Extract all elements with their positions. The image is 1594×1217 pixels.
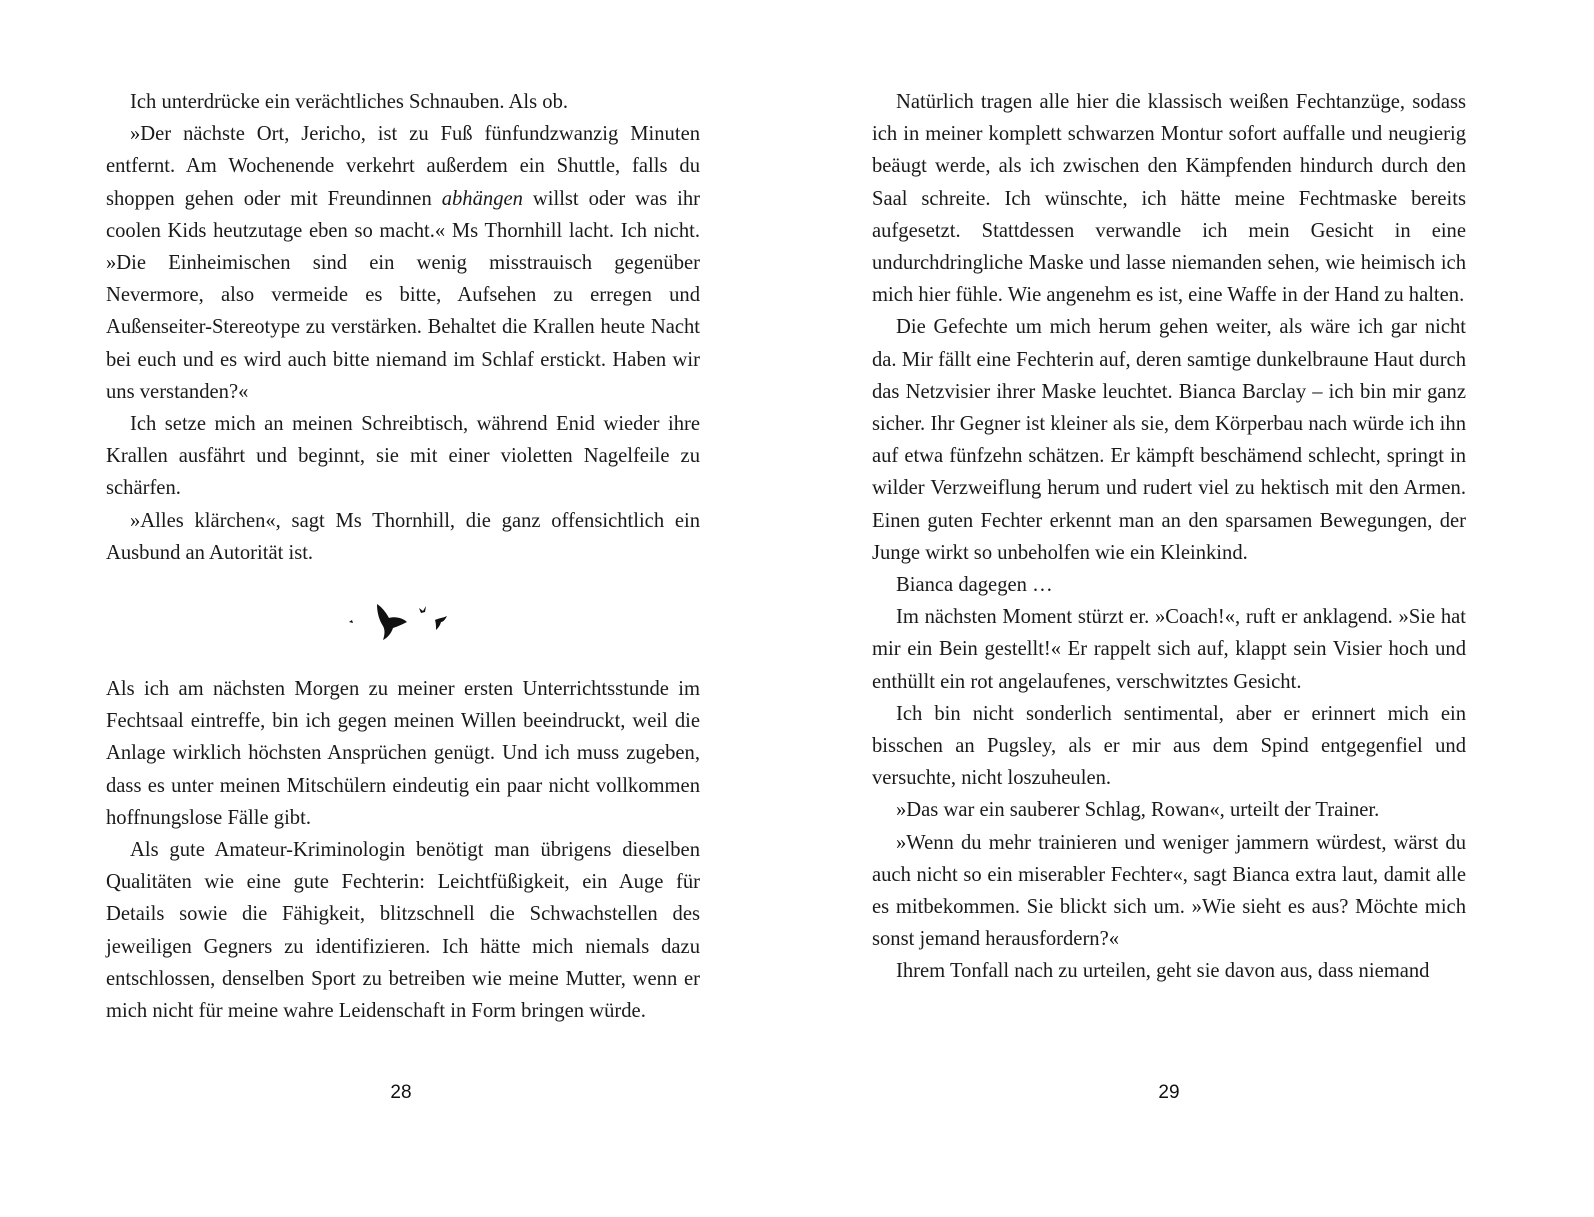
paragraph: Natürlich tragen alle hier die klassisch weißen Fechtanzüge, sodass ich in meiner komplett schwarzen Montur sofort auffalle und neugierig beäugt werde, als ich zwischen den Kämpfenden hindurch durch den Saal schreite. Ich wünschte, ich hätte meine Fechtmaske bereits aufgesetzt. Stattdessen verwandle ich mein Gesicht in eine undurchdringliche Maske und lasse niemanden sehen, wie heimisch ich mich hier fühle. Wie angenehm es ist, eine Waffe in der Hand zu halten. <box>872 91 1466 307</box>
page-number-left: 28 <box>390 1082 412 1103</box>
page-number-right: 29 <box>1158 1082 1180 1103</box>
right-page <box>872 86 1466 988</box>
paragraph: Ich setze mich an meinen Schreibtisch, während Enid wieder ihre Krallen ausfährt und beginnt, sie mit einer violetten Nagelfeile zu schärfen. <box>106 413 700 500</box>
text-run: »Die Einheimischen sind ein wenig misstrauisch gegenüber Nevermore, also vermeide es bitte, Aufsehen zu erregen und Außenseiter-Stereotype zu verstärken. Behaltet die Krallen heute Nacht bei euch und es wird auch bitte niemand im Schlaf erstickt. Haben wir uns verstanden?« <box>106 252 700 403</box>
paragraph: »Das war ein sauberer Schlag, Rowan«, urteilt der Trainer. <box>896 799 1380 822</box>
paragraph: Ihrem Tonfall nach zu urteilen, geht sie davon aus, dass niemand <box>896 960 1430 983</box>
bird-flock-icon <box>343 596 463 646</box>
paragraph: Ich bin nicht sonderlich sentimental, aber er erinnert mich ein bisschen an Pugsley, als er mir aus dem Spind entgegenfiel und versuchte, nicht loszuheulen. <box>872 702 1466 790</box>
section-break-ornament <box>106 569 700 673</box>
paragraph: Im nächsten Moment stürzt er. »Coach!«, ruft er anklagend. »Sie hat mir ein Bein gestellt!« Er rappelt sich auf, klappt sein Visier hoch und enthüllt ein rot angelaufenes, verschwitztes Gesicht. <box>872 606 1466 693</box>
paragraph: »Wenn du mehr trainieren und weniger jammern würdest, wärst du auch nicht so ein miserabler Fechter«, sagt Bianca extra laut, damit alle es mitbekommen. Sie blickt sich um. »Wie sieht es aus? Möchte mich sonst jemand herausfordern?« <box>872 831 1466 951</box>
emphasis: abhängen <box>441 187 523 210</box>
text-run: willst oder was ihr coolen Kids heutzutage eben so macht.« Ms Thornhill lacht. Ich nicht. <box>106 187 700 242</box>
paragraph <box>106 118 700 408</box>
left-page <box>106 86 700 1027</box>
text-run: »Der nächste Ort, Jericho, ist zu Fuß fünfundzwanzig Minuten entfernt. Am Wochenende verkehrt außerdem ein Shuttle, falls du shoppen gehen oder mit Freundinnen <box>106 123 700 210</box>
paragraph: Bianca dagegen … <box>896 574 1053 597</box>
paragraph: Als gute Amateur-Kriminologin benötigt man übrigens dieselben Qualitäten wie eine gute Fechterin: Leichtfüßigkeit, ein Auge für Details sowie die Fähigkeit, blitzschnell die Schwachstellen des jeweiligen Gegners zu identifizieren. Ich hätte mich niemals dazu entschlossen, denselben Sport zu betreiben wie meine Mutter, wenn er mich nicht für meine wahre Leidenschaft in Form bringen würde. <box>106 839 700 1023</box>
paragraph: Ich unterdrücke ein verächtliches Schnauben. Als ob. <box>130 91 569 113</box>
paragraph: »Alles klärchen«, sagt Ms Thornhill, die ganz offensichtlich ein Ausbund an Autorität ist. <box>106 509 700 564</box>
paragraph: Als ich am nächsten Morgen zu meiner ersten Unterrichtsstunde im Fechtsaal eintreffe, bin ich gegen meinen Willen beeindruckt, weil die Anlage wirklich höchsten Ansprüchen genügt. Und ich muss zugeben, dass es unter meinen Mitschülern eindeutig ein paar nicht vollkommen hoffnungslose Fälle gibt. <box>106 678 700 829</box>
paragraph: Die Gefechte um mich herum gehen weiter, als wäre ich gar nicht da. Mir fällt eine Fechterin auf, deren samtige dunkelbraune Haut durch das Netzvisier ihrer Maske leuchtet. Bianca Barclay – ich bin mir ganz sicher. Ihr Gegner ist kleiner als sie, dem Körperbau nach würde ich ihn auf etwa fünfzehn schätzen. Er kämpft beschämend schlecht, springt in wilder Verzweiflung herum und rudert viel zu hektisch mit den Armen. Einen guten Fechter erkennt man an den sparsamen Bewegungen, der Junge wirkt so unbeholfen wie ein Kleinkind. <box>872 316 1466 564</box>
